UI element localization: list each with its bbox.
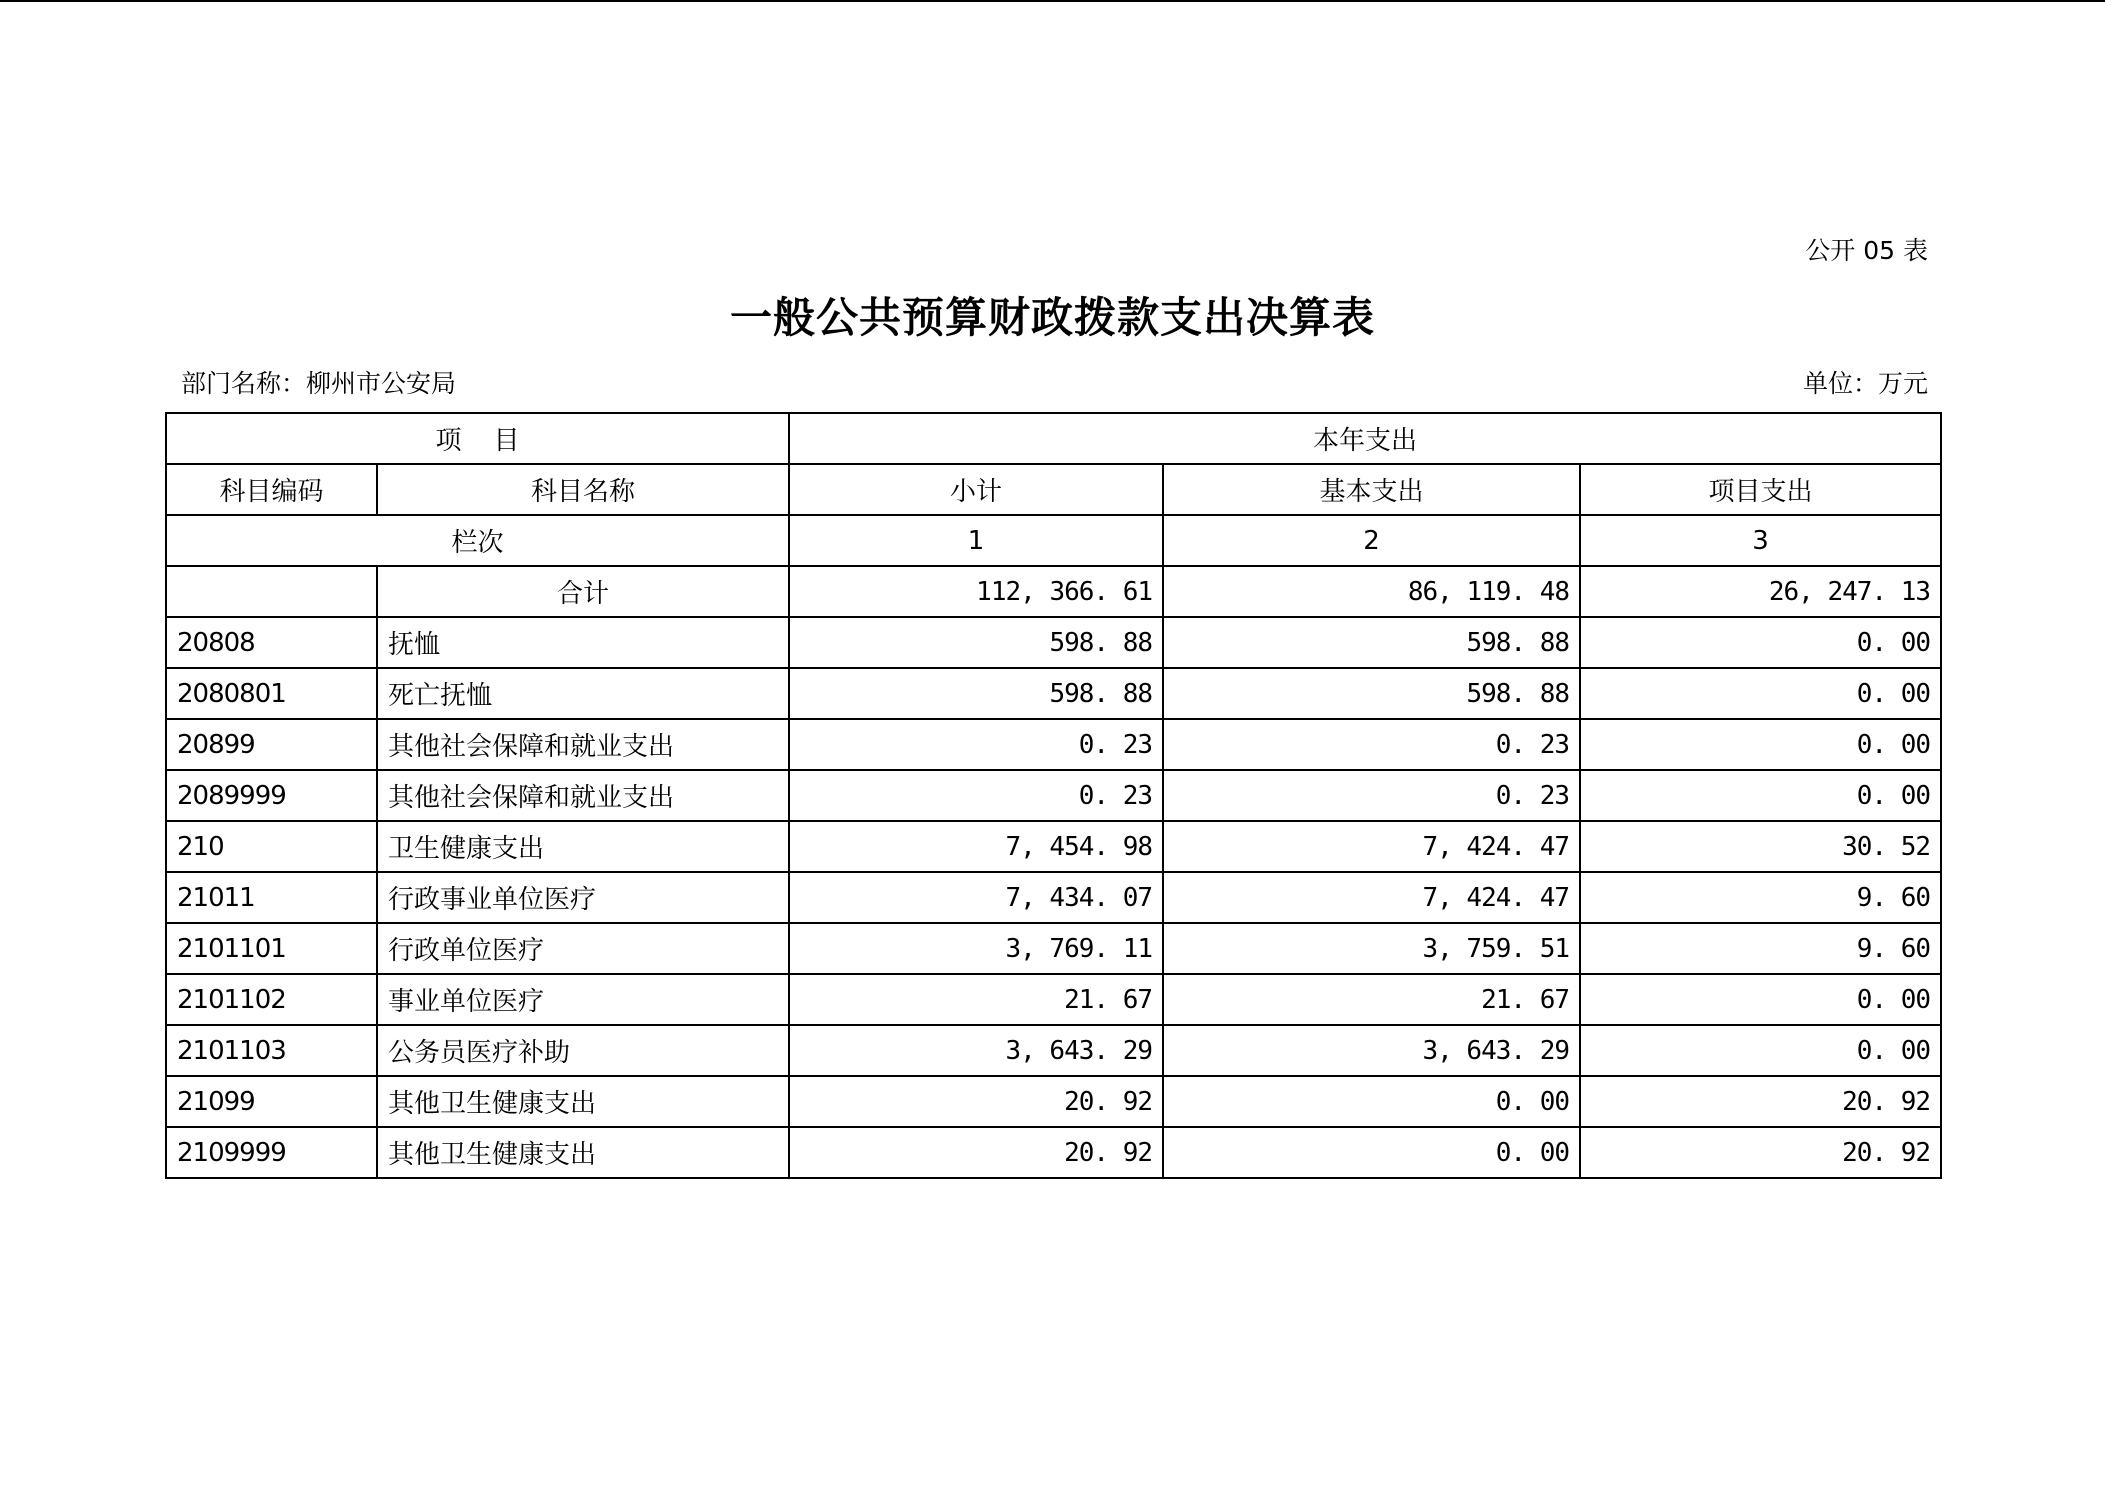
subtotal-cell: 598. 88 [789,668,1163,719]
project-expenditure-cell: 0. 00 [1580,770,1941,821]
header-subject-name: 科目名称 [377,464,789,515]
subject-code-cell: 20899 [166,719,377,770]
subject-code-cell: 210 [166,821,377,872]
subtotal-cell: 3, 643. 29 [789,1025,1163,1076]
subject-code-cell: 2101102 [166,974,377,1025]
subject-code-cell: 2089999 [166,770,377,821]
table-row [166,617,1941,668]
table-row [166,821,1941,872]
project-expenditure-cell: 0. 00 [1580,974,1941,1025]
total-label: 合计 [377,566,789,617]
basic-expenditure-cell: 7, 424. 47 [1163,821,1580,872]
column-index-2: 2 [1163,515,1580,566]
total-row [166,566,1941,617]
subtotal-cell: 598. 88 [789,617,1163,668]
subtotal-cell: 0. 23 [789,719,1163,770]
subject-code-cell: 20808 [166,617,377,668]
subtotal-cell: 3, 769. 11 [789,923,1163,974]
project-expenditure-cell: 9. 60 [1580,923,1941,974]
department-name: 部门名称：柳州市公安局 [181,369,457,398]
basic-expenditure-cell: 7, 424. 47 [1163,872,1580,923]
total-code-cell [166,566,377,617]
budget-table [165,412,1942,1179]
table-row [166,668,1941,719]
subject-name-cell: 公务员医疗补助 [377,1025,789,1076]
basic-expenditure-cell: 598. 88 [1163,668,1580,719]
subtotal-cell: 20. 92 [789,1127,1163,1178]
subject-name-cell: 其他卫生健康支出 [377,1076,789,1127]
column-index-label: 栏次 [166,515,789,566]
table-row [166,1076,1941,1127]
table-row [166,974,1941,1025]
header-subtotal: 小计 [789,464,1163,515]
total-basic: 86, 119. 48 [1163,566,1580,617]
subtotal-cell: 7, 434. 07 [789,872,1163,923]
header-project-expenditure: 项目支出 [1580,464,1941,515]
header-subject-code: 科目编码 [166,464,377,515]
table-row [166,770,1941,821]
header-item: 项目 [166,413,789,464]
subject-name-cell: 其他社会保障和就业支出 [377,770,789,821]
table-row [166,1025,1941,1076]
table-row [166,719,1941,770]
subject-code-cell: 2101101 [166,923,377,974]
project-expenditure-cell: 9. 60 [1580,872,1941,923]
page-title: 一般公共预算财政拨款支出决算表 [729,293,1375,342]
column-index-1: 1 [789,515,1163,566]
project-expenditure-cell: 20. 92 [1580,1127,1941,1178]
subject-code-cell: 2101103 [166,1025,377,1076]
header-basic-expenditure: 基本支出 [1163,464,1580,515]
form-code: 公开 05 表 [1805,236,1928,265]
subject-name-cell: 抚恤 [377,617,789,668]
header-row-2 [166,464,1941,515]
project-expenditure-cell: 0. 00 [1580,668,1941,719]
header-row-1 [166,413,1941,464]
total-subtotal: 112, 366. 61 [789,566,1163,617]
project-expenditure-cell: 0. 00 [1580,719,1941,770]
unit-label: 单位：万元 [1802,369,1928,398]
subject-name-cell: 事业单位医疗 [377,974,789,1025]
total-project: 26, 247. 13 [1580,566,1941,617]
subtotal-cell: 7, 454. 98 [789,821,1163,872]
subject-code-cell: 21099 [166,1076,377,1127]
subtotal-cell: 21. 67 [789,974,1163,1025]
table-row [166,923,1941,974]
table-row [166,1127,1941,1178]
project-expenditure-cell: 0. 00 [1580,617,1941,668]
project-expenditure-cell: 20. 92 [1580,1076,1941,1127]
top-rule [0,0,2105,2]
subject-name-cell: 卫生健康支出 [377,821,789,872]
column-index-3: 3 [1580,515,1941,566]
subject-name-cell: 其他卫生健康支出 [377,1127,789,1178]
column-index-row [166,515,1941,566]
subtotal-cell: 20. 92 [789,1076,1163,1127]
subject-code-cell: 2080801 [166,668,377,719]
header-current-year-expenditure: 本年支出 [789,413,1941,464]
subject-name-cell: 行政单位医疗 [377,923,789,974]
basic-expenditure-cell: 3, 643. 29 [1163,1025,1580,1076]
project-expenditure-cell: 0. 00 [1580,1025,1941,1076]
table-row [166,872,1941,923]
subject-code-cell: 2109999 [166,1127,377,1178]
basic-expenditure-cell: 0. 23 [1163,770,1580,821]
basic-expenditure-cell: 0. 00 [1163,1076,1580,1127]
basic-expenditure-cell: 3, 759. 51 [1163,923,1580,974]
subject-code-cell: 21011 [166,872,377,923]
basic-expenditure-cell: 21. 67 [1163,974,1580,1025]
subject-name-cell: 死亡抚恤 [377,668,789,719]
subject-name-cell: 其他社会保障和就业支出 [377,719,789,770]
subtotal-cell: 0. 23 [789,770,1163,821]
basic-expenditure-cell: 0. 00 [1163,1127,1580,1178]
subject-name-cell: 行政事业单位医疗 [377,872,789,923]
basic-expenditure-cell: 598. 88 [1163,617,1580,668]
basic-expenditure-cell: 0. 23 [1163,719,1580,770]
project-expenditure-cell: 30. 52 [1580,821,1941,872]
